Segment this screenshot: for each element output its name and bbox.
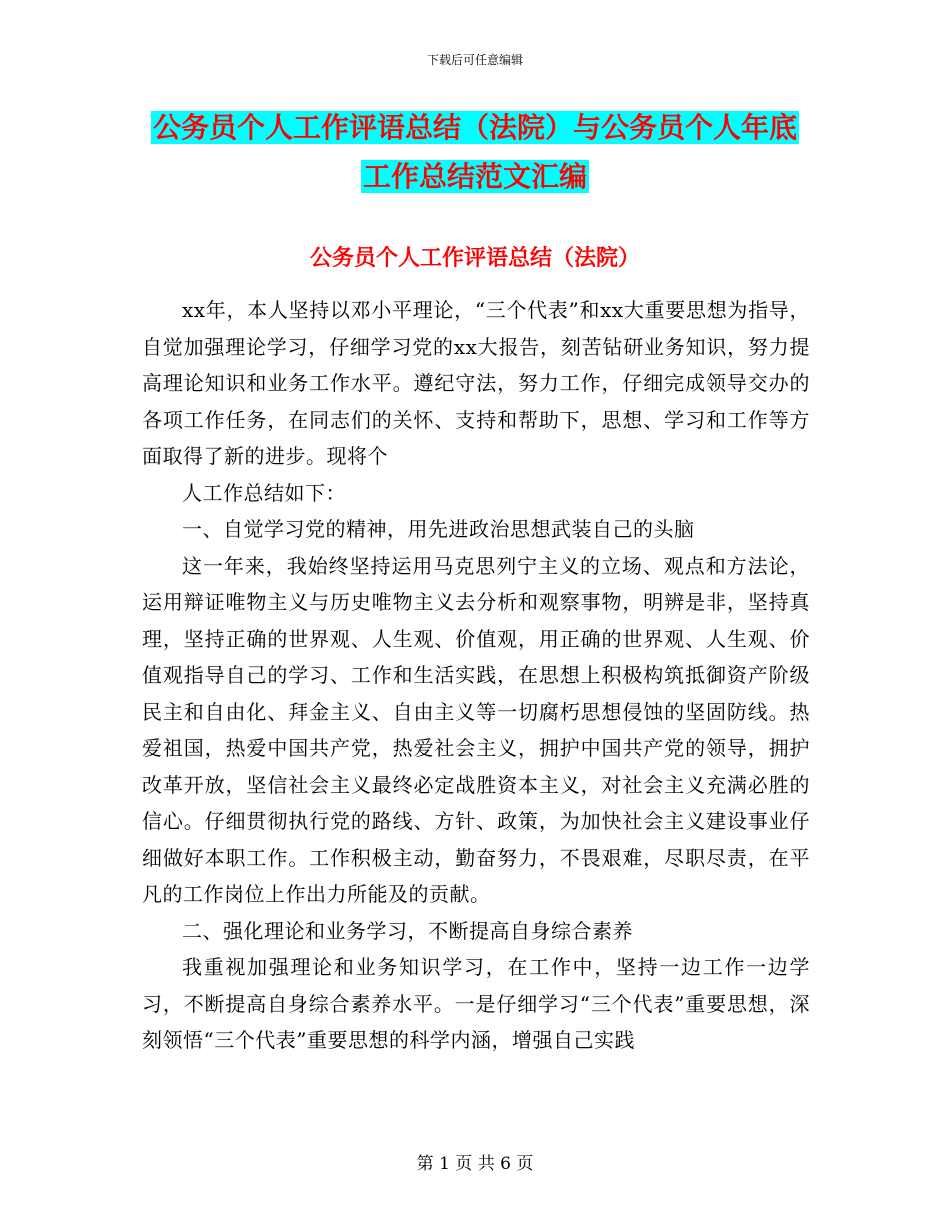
paragraph: 人工作总结如下： [182, 480, 346, 505]
document-title-line-2: 工作总结范文汇编 [362, 160, 587, 193]
document-body [142, 292, 810, 1059]
section-heading: 一、自觉学习党的精神，用先进政治思想武装自己的头脑 [182, 517, 695, 541]
paragraph: 我重视加强理论和业务知识学习，在工作中，坚持一边工作一边学习，不断提高自身综合素养水平。一是仔细学习“三个代表”重要思想，深刻领悟“三个代表”重要思想的科学内涵，增强自己实践 [142, 955, 810, 1052]
page-header: 下载后可任意编辑 [426, 53, 523, 67]
document-title-line-1: 公务员个人工作评语总结（法院）与公务员个人年底 [152, 111, 797, 144]
document-title [0, 103, 950, 201]
section-title: 公务员个人工作评语总结（法院） [309, 246, 640, 271]
paragraph: 这一年来，我始终坚持运用马克思列宁主义的立场、观点和方法论，运用辩证唯物主义与历史唯物主义去分析和观察事物，明辨是非，坚持真理，坚持正确的世界观、人生观、价值观，用正确的世界观、人生观、价值观指导自己的学习、工作和生活实践，在思想上积极构筑抵御资产阶级民主和自由化、拜金主义、自由主义等一切腐朽思想侵蚀的坚固防线。热爱祖国，热爱中国共产党，热爱社会主义，拥护中国共产党的领导，拥护改革开放，坚信社会主义最终必定战胜资本主义，对社会主义充满必胜的信心。仔细贯彻执行党的路线、方针、政策，为加快社会主义建设事业仔细做好本职工作。工作积极主动，勤奋努力，不畏艰难，尽职尽责，在平凡的工作岗位上作出力所能及的贡献。 [142, 553, 810, 906]
paragraph: xx年，本人坚持以邓小平理论，“三个代表”和xx大重要思想为指导，自觉加强理论学习，仔细学习党的xx大报告，刻苦钻研业务知识，努力提高理论知识和业务工作水平。遵纪守法，努力工作，仔细完成领导交办的各项工作任务，在同志们的关怀、支持和帮助下，思想、学习和工作等方面取得了新的进步。现将个 [142, 298, 810, 468]
section-heading: 二、强化理论和业务学习，不断提高自身综合素养 [182, 918, 633, 943]
page-footer: 第 1 页 共 6 页 [416, 1154, 534, 1174]
